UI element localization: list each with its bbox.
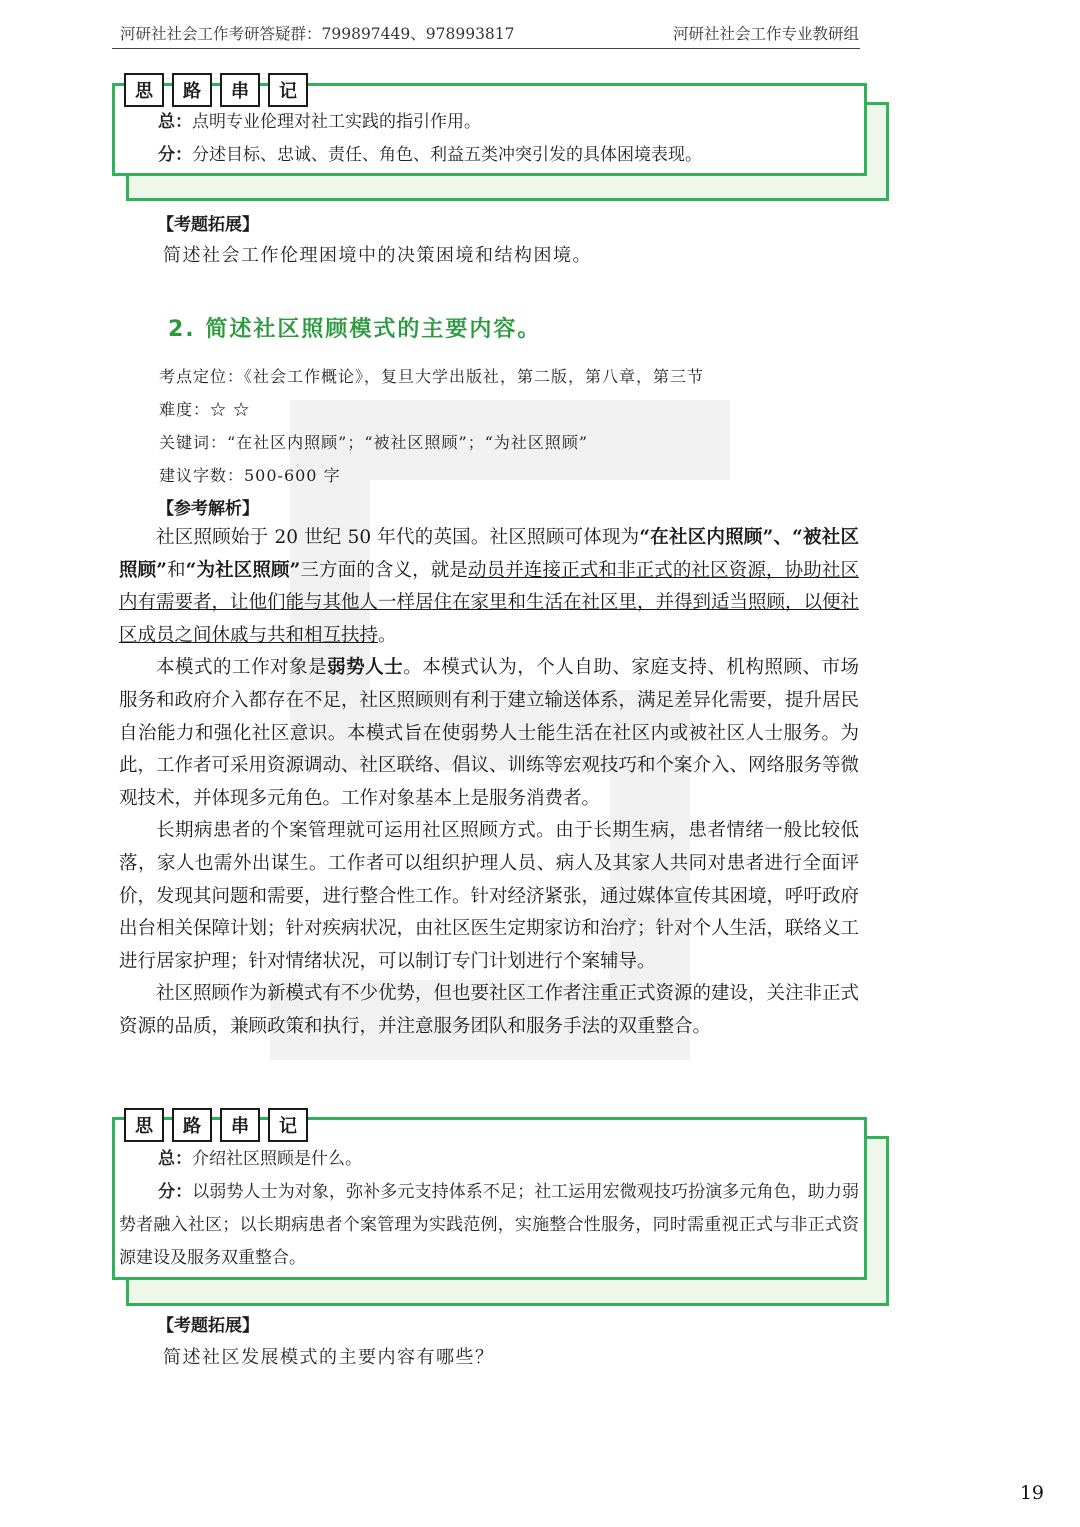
zong-text: 介绍社区照顾是什么。 xyxy=(192,1149,362,1169)
summary-box-2-fen xyxy=(119,1176,859,1275)
page-number: 19 xyxy=(1019,1482,1044,1504)
tag-lu: 路 xyxy=(172,73,212,107)
fen-text: 以弱势人士为对象，弥补多元支持体系不足；社工运用宏微观技巧扮演多元角色，助力弱势者融入社区；以长期病患者个案管理为实践范例，实施整合性服务，同时需重视正式与非正式资源建设及服务双重整合。 xyxy=(119,1182,860,1268)
tag-chuan: 串 xyxy=(220,73,260,107)
summary-box-1-zong xyxy=(158,106,481,139)
summary-box-1-tags xyxy=(124,73,308,107)
summary-box-2-tags xyxy=(124,1108,308,1142)
tag-si: 思 xyxy=(124,73,164,107)
tag-lu: 路 xyxy=(172,1108,212,1142)
fen-text: 分述目标、忠诚、责任、角色、利益五类冲突引发的具体困境表现。 xyxy=(192,145,702,165)
zong-label: 总： xyxy=(158,112,192,132)
extension-label-1: 【考题拓展】 xyxy=(157,215,259,235)
analysis-paragraph-1: 社区照顾始于 20 世纪 50 年代的英国。社区照顾可体现为“在社区内照顾”、“被社区照顾”和“为社区照顾”三方面的含义，就是动员并连接正式和非正式的社区资源，协助社区内有需要者，让他们能与其他人一样居住在家里和生活在社区里，并得到适当照顾，以便社区成员之间休戚与共和相互扶持。 xyxy=(119,527,860,646)
zong-label: 总： xyxy=(158,1149,192,1169)
analysis-paragraph-4: 社区照顾作为新模式有不少优势，但也要社区工作者注重正式资源的建设，关注非正式资源的品质，兼顾政策和执行，并注意服务团队和服务手法的双重整合。 xyxy=(119,983,860,1037)
analysis-body xyxy=(119,522,859,1044)
analysis-paragraph-2: 本模式的工作对象是弱势人士。本模式认为，个人自助、家庭支持、机构照顾、市场服务和政府介入都存在不足，社区照顾则有利于建立输送体系，满足差异化需要，提升居民自治能力和强化社区意识。本模式旨在使弱势人士能生活在社区内或被社区人士服务。为此，工作者可采用资源调动、社区联络、倡议、训练等宏观技巧和个案介入、网络服务等微观技术，并体现多元角色。工作对象基本上是服务消费者。 xyxy=(119,657,860,809)
extension-label-2: 【考题拓展】 xyxy=(157,1316,259,1336)
summary-box-2-zong xyxy=(158,1143,362,1176)
extension-text-1: 简述社会工作伦理困境中的决策困境和结构困境。 xyxy=(163,245,592,266)
question-wordcount: 建议字数：500-600 字 xyxy=(159,466,341,485)
tag-ji: 记 xyxy=(268,73,308,107)
extension-text-2: 简述社区发展模式的主要内容有哪些？ xyxy=(163,1347,495,1368)
question-keywords: 关键词：“在社区内照顾”；“被社区照顾”；“为社区照顾” xyxy=(159,433,589,452)
fen-label: 分： xyxy=(158,1182,193,1202)
header-left-text: 河研社社会工作考研答疑群：799897449、978993817 xyxy=(120,25,515,43)
tag-ji: 记 xyxy=(268,1108,308,1142)
question-location: 考点定位：《社会工作概论》，复旦大学出版社，第二版，第八章，第三节 xyxy=(159,367,705,386)
question-title: 2. 简述社区照顾模式的主要内容。 xyxy=(168,317,542,342)
analysis-paragraph-3: 长期病患者的个案管理就可运用社区照顾方式。由于长期生病，患者情绪一般比较低落，家人也需外出谋生。工作者可以组织护理人员、病人及其家人共同对患者进行全面评价，发现其问题和需要，进行整合性工作。针对经济紧张，通过媒体宣传其困境，呼吁政府出台相关保障计划；针对疾病状况，由社区医生定期家访和治疗；针对个人生活，联络义工进行居家护理；针对情绪状况，可以制订专门计划进行个案辅导。 xyxy=(119,820,860,972)
summary-box-1-fen xyxy=(158,139,702,172)
question-difficulty: 难度：☆ ☆ xyxy=(159,400,251,419)
header-right-text: 河研社社会工作专业教研组 xyxy=(672,25,859,43)
tag-chuan: 串 xyxy=(220,1108,260,1142)
fen-label: 分： xyxy=(158,145,192,165)
analysis-label: 【参考解析】 xyxy=(157,499,259,519)
zong-text: 点明专业伦理对社工实践的指引作用。 xyxy=(192,112,481,132)
tag-si: 思 xyxy=(124,1108,164,1142)
header-rule xyxy=(112,48,860,49)
